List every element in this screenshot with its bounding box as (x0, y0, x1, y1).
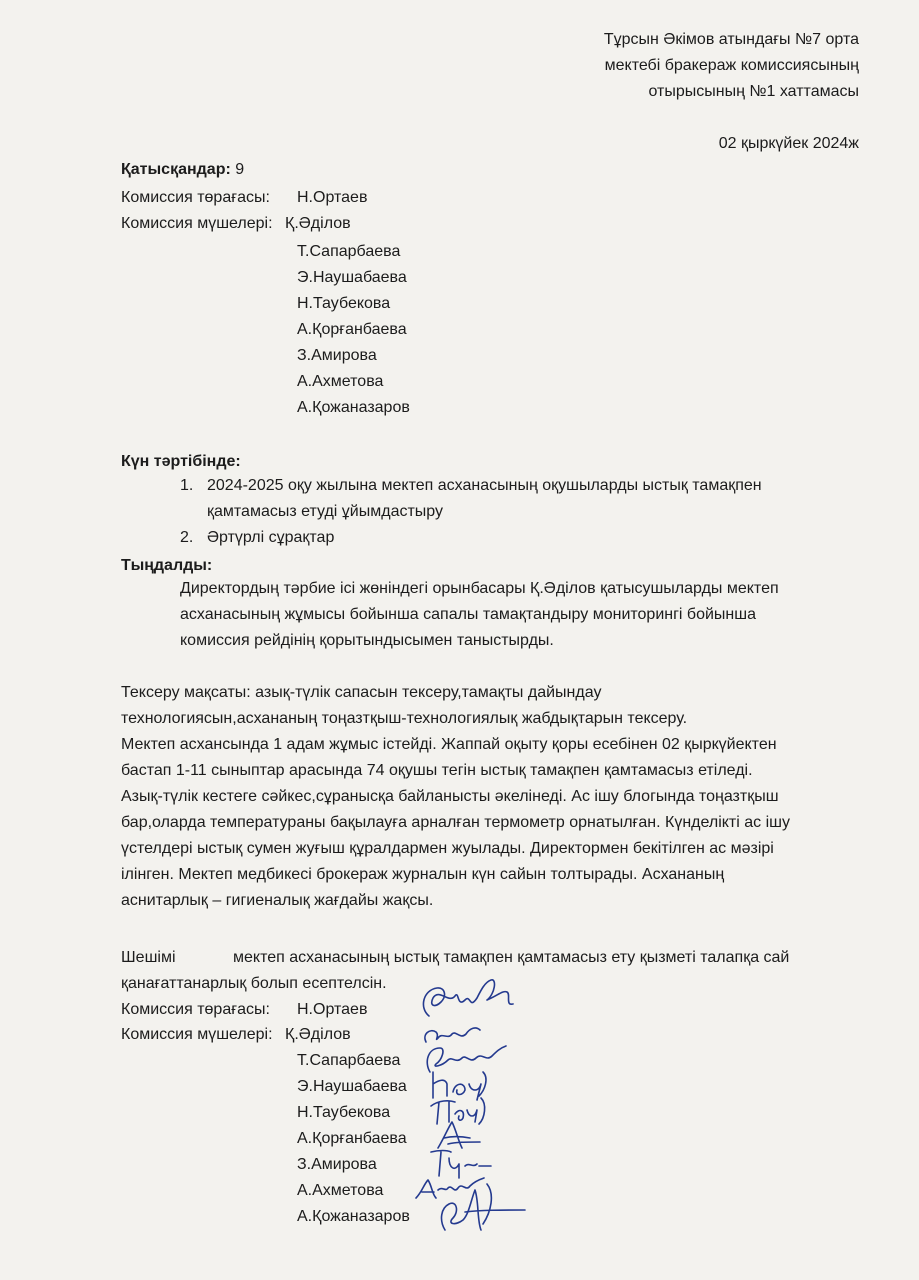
decision-label: Шешімі (121, 949, 176, 966)
signature-chair-name: Н.Ортаев (297, 1001, 368, 1018)
heard-line: асханасының жұмысы бойынша сапалы тамақтандыру мониторингі бойынша (180, 606, 756, 623)
signature-member-name: Қ.Әділов (285, 1026, 351, 1043)
signature-member-name: А.Қожаназаров (297, 1208, 410, 1225)
member-name: А.Ахметова (297, 373, 384, 390)
member-name: Э.Наушабаева (297, 269, 407, 286)
heard-heading: Тыңдалды: (121, 557, 213, 574)
agenda-item-text: 2024-2025 оқу жылына мектеп асханасының оқушыларды ыстық тамақпен (207, 477, 762, 494)
body-line: бастап 1-11 сыныптар арасында 74 оқушы тегін ыстық тамақпен қамтамасыз етіледі. (121, 762, 753, 779)
chair-name: Н.Ортаев (297, 189, 368, 206)
agenda-item-number: 1. (180, 477, 194, 494)
body-line: Азық-түлік кестеге сәйкес,сұранысқа байланысты әкелінеді. Ас ішу блогында тоңазтқыш (121, 788, 779, 805)
signature-member-name: А.Ахметова (297, 1182, 384, 1199)
signature-member-name: А.Қорғанбаева (297, 1130, 407, 1147)
body-line: Мектеп асхансында 1 адам жұмыс істейді. Жаппай оқыту қоры есебінен 02 қыркүйектен (121, 736, 777, 753)
heard-line: комиссия рейдінің қорытындысымен таныстырды. (180, 632, 554, 649)
signature-chair-label: Комиссия төрағасы: (121, 1001, 270, 1018)
body-line: үстелдері ыстық сумен жуғыш құралдармен жуылады. Директормен бекітілген ас мәзірі (121, 840, 774, 857)
participants-line (121, 160, 244, 180)
signature-member-name: Т.Сапарбаева (297, 1052, 401, 1069)
decision-text: мектеп асханасының ыстық тамақпен қамтамасыз ету қызметі талапқа сай (233, 949, 790, 966)
member-name: Н.Таубекова (297, 295, 391, 312)
body-line: ілінген. Мектеп медбикесі брокераж журналын күн сайын толтырады. Асхананың (121, 866, 725, 883)
document-date: 02 қыркүйек 2024ж (718, 135, 859, 152)
body-line: бар,оларда температураны бақылауға арналған термометр орнатылған. Күнделікті ас ішу (121, 814, 790, 831)
participants-label: Қатысқандар: (121, 161, 231, 178)
body-line: аснитарлық – гигиеналық жағдайы жақсы. (121, 892, 434, 909)
inspection-paragraph (121, 680, 790, 914)
body-line: Тексеру мақсаты: азық-түлік сапасын тексеру,тамақты дайындау (121, 684, 602, 701)
member-name: А.Қорғанбаева (297, 321, 407, 338)
signature-members-label: Комиссия мүшелері: (121, 1026, 273, 1043)
member-name: Қ.Әділов (285, 215, 351, 232)
agenda-item-text: Әртүрлі сұрақтар (207, 529, 335, 546)
header-line-2: мектебі бракераж комиссиясының (604, 57, 859, 74)
participants-count: 9 (235, 161, 245, 178)
header-line-3: отырысының №1 хаттамасы (648, 83, 859, 100)
agenda-item-number: 2. (180, 529, 194, 546)
member-name: Т.Сапарбаева (297, 243, 401, 260)
signature-member-name: З.Амирова (297, 1156, 377, 1173)
agenda-item-text: қамтамасыз етуді ұйымдастыру (207, 503, 444, 520)
handwritten-signature (415, 978, 525, 1028)
member-name: З.Амирова (297, 347, 377, 364)
signature-member-name: Н.Таубекова (297, 1104, 391, 1121)
signature-member-name: Э.Наушабаева (297, 1078, 407, 1095)
heard-paragraph (180, 576, 779, 654)
header-line-1: Тұрсын Әкімов атындағы №7 орта (603, 31, 859, 48)
handwritten-signature (425, 1180, 530, 1240)
body-line: технологиясын,асхананың тоңазтқыш-технологиялық жабдықтарын тексеру. (121, 710, 688, 727)
chair-label: Комиссия төрағасы: (121, 189, 270, 206)
agenda-heading: Күн тәртібінде: (121, 453, 241, 470)
decision-text: қанағаттанарлық болып есептелсін. (121, 975, 387, 992)
member-name: А.Қожаназаров (297, 399, 410, 416)
heard-line: Директордың тәрбие ісі жөніндегі орынбасары Қ.Әділов қатысушыларды мектеп (180, 580, 779, 597)
members-label: Комиссия мүшелері: (121, 215, 273, 232)
